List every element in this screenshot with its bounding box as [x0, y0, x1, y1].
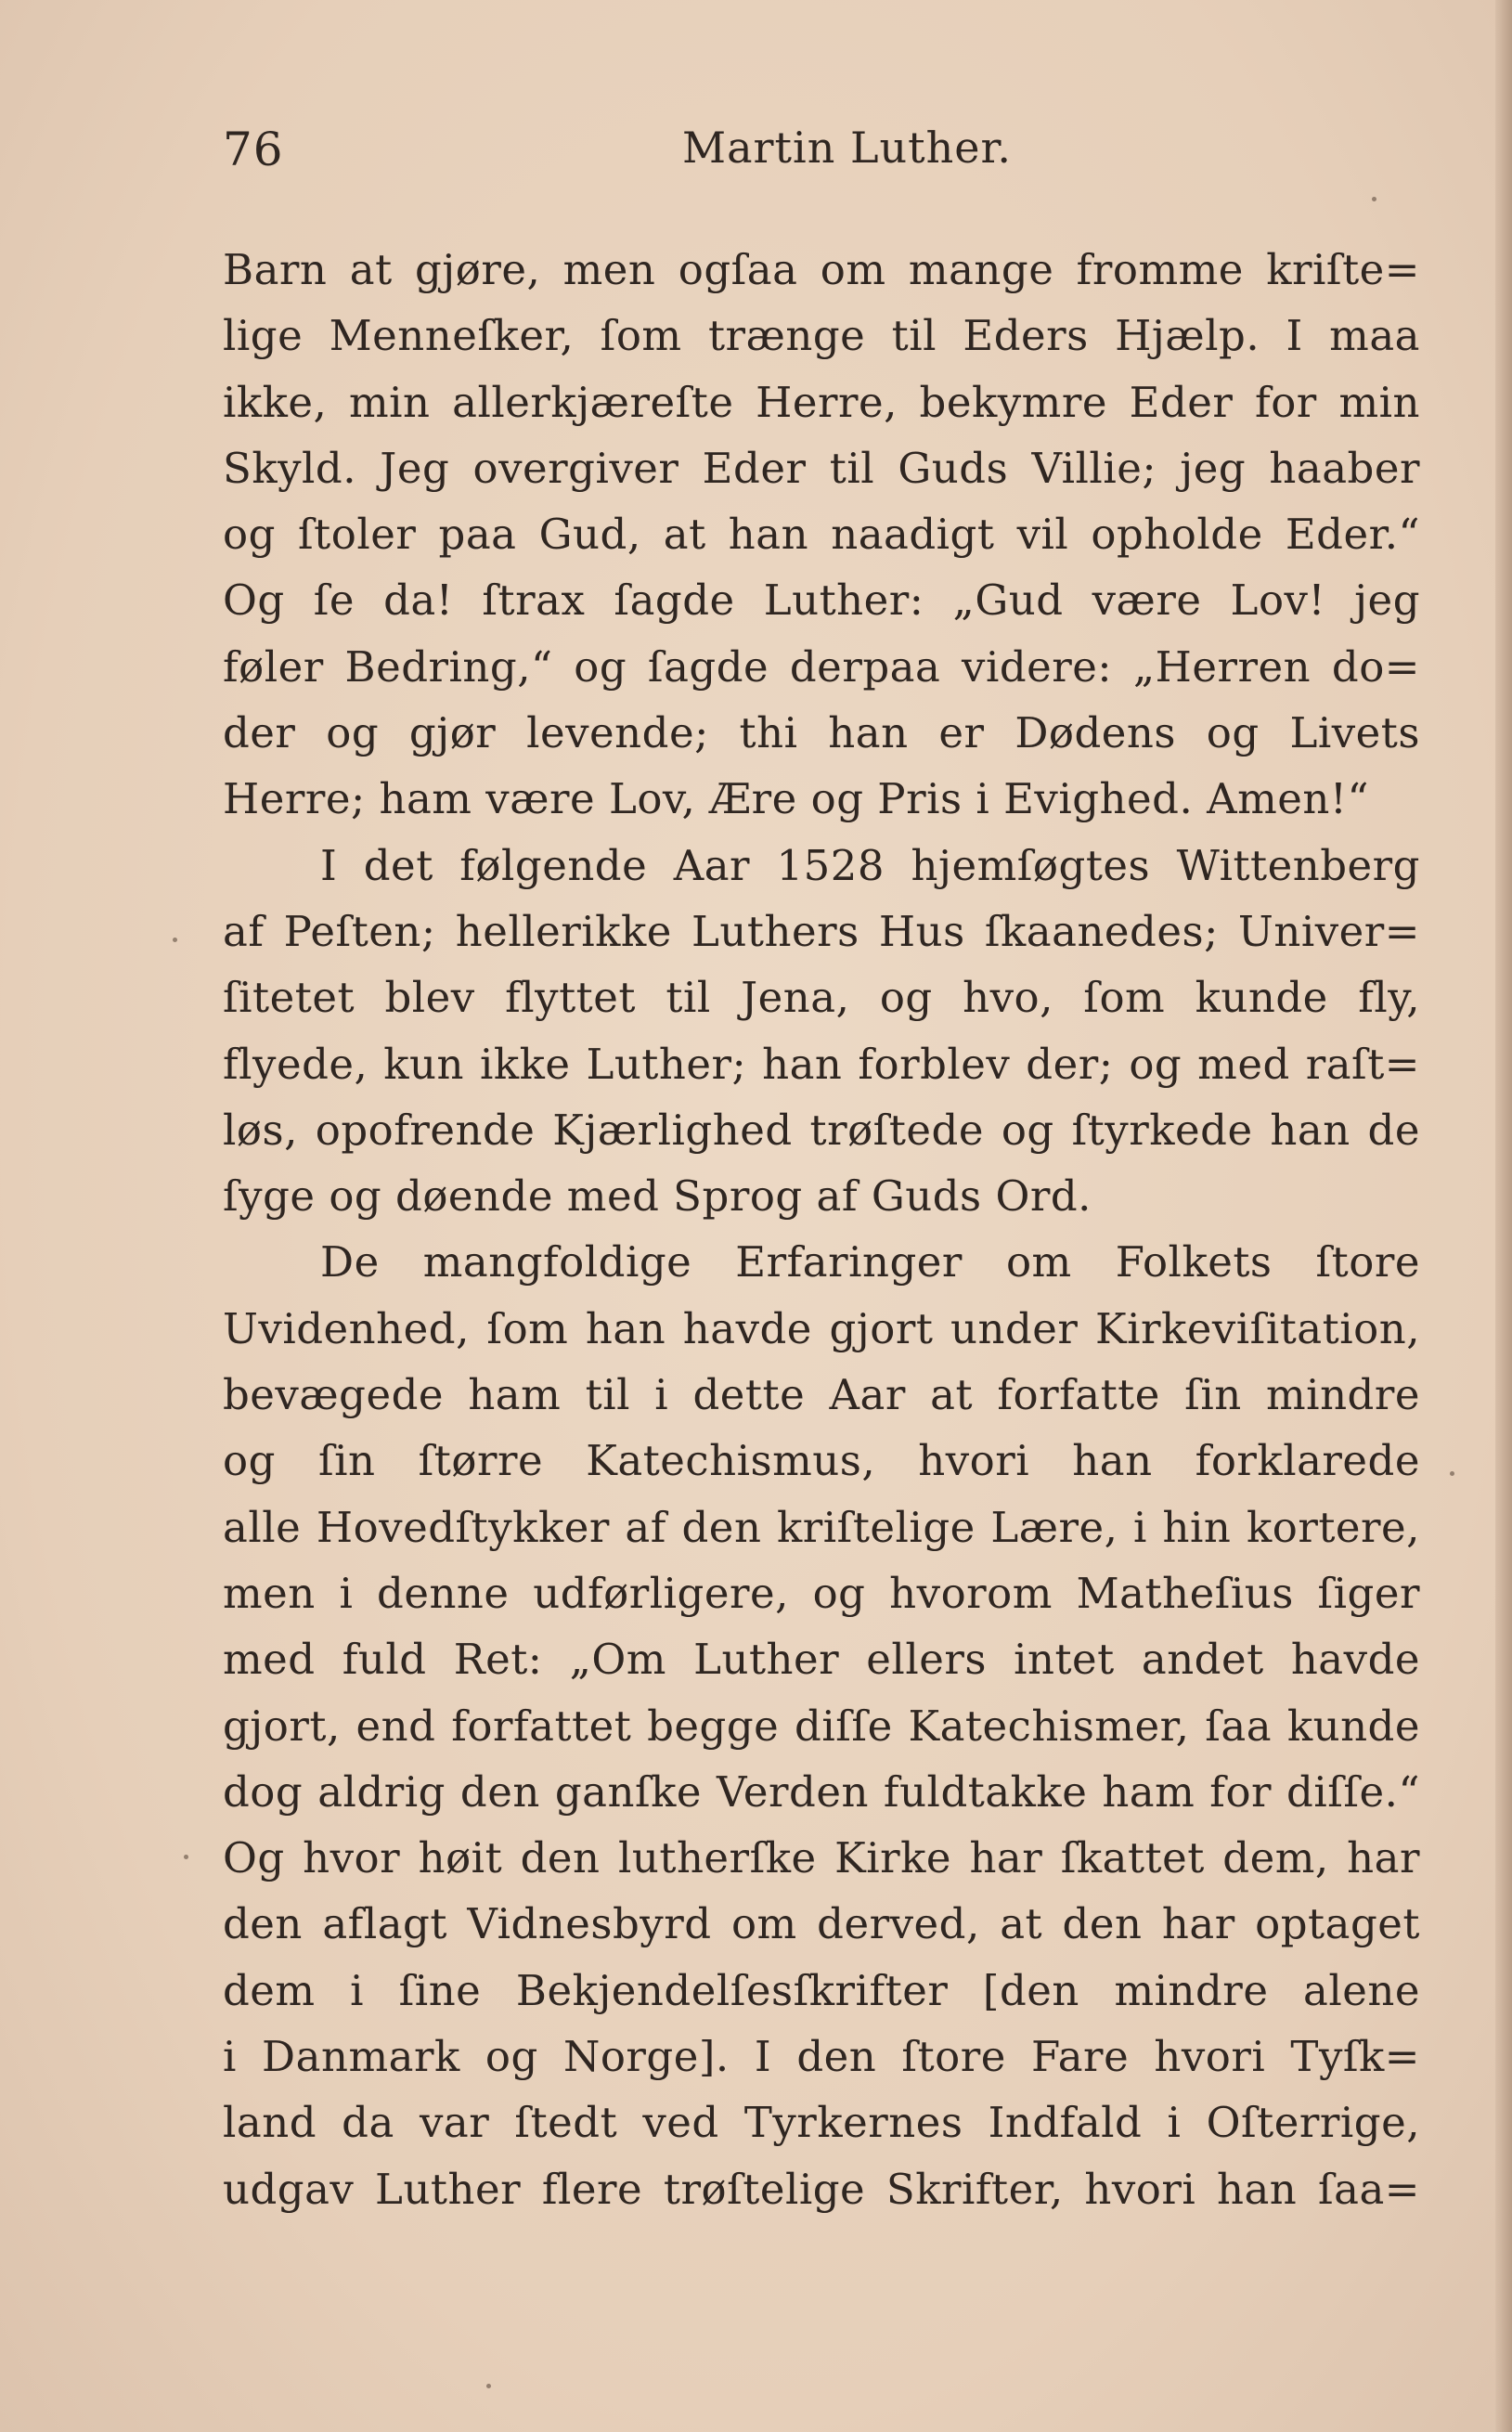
paper-speck	[184, 1855, 188, 1859]
text-line: og ſtoler paa Gud, at han naadigt vil opholde Eder.“	[223, 510, 1420, 560]
text-line: Barn at gjøre, men ogſaa om mange fromme kriſte=	[223, 245, 1420, 294]
paper-speck	[173, 938, 177, 942]
text-line: Og hvor høit den lutherſke Kirke har ſkattet dem, har	[223, 1833, 1420, 1883]
running-title: Martin Luther.	[682, 123, 1013, 173]
text-line: ikke, min allerkjæreſte Herre, bekymre Eder for min	[223, 377, 1420, 427]
paragraph-first-line: De mangfoldige Erfaringer om Folkets ſtore	[320, 1237, 1420, 1287]
text-line: løs, opofrende Kjærlighed trøſtede og ſtyrkede han de	[223, 1105, 1420, 1155]
text-line: udgav Luther flere trøſtelige Skrifter, hvori han ſaa=	[223, 2164, 1420, 2214]
text-line: føler Bedring,“ og ſagde derpaa videre: „Herren do=	[223, 641, 1420, 692]
text-line: af Peſten; hellerikke Luthers Hus ſkaanedes; Univer=	[223, 906, 1420, 956]
text-line: men i denne udførligere, og hvorom Matheſius ſiger	[223, 1568, 1420, 1618]
text-line: land da var ſtedt ved Tyrkernes Indfald i Oſterrige,	[223, 2098, 1420, 2148]
text-line: den aflagt Vidnesbyrd om derved, at den har optaget	[223, 1899, 1420, 1949]
text-line: dog aldrig den ganſke Verden fuldtakke ham for diſſe.“	[223, 1766, 1420, 1817]
text-line: Uvidenhed, ſom han havde gjort under Kirkeviſitation,	[223, 1303, 1420, 1353]
page-edge	[1495, 0, 1512, 2432]
text-line: og ſin ſtørre Katechismus, hvori han forklarede	[223, 1436, 1420, 1486]
text-line: ſitetet blev flyttet til Jena, og hvo, ſom kunde fly,	[223, 973, 1420, 1023]
text-line: lige Menneſker, ſom trænge til Eders Hjælp. I maa	[223, 311, 1420, 361]
text-line: Skyld. Jeg overgiver Eder til Guds Villie; jeg haaber	[223, 443, 1420, 493]
text-line: bevægede ham til i dette Aar at forfatte ſin mindre	[223, 1370, 1420, 1420]
text-line: ſyge og døende med Sprog af Guds Ord.	[223, 1171, 1092, 1222]
running-head	[223, 123, 1419, 178]
paper-speck	[1450, 1471, 1454, 1476]
text-line: alle Hovedſtykker af den kriſtelige Lære, i hin kortere,	[223, 1502, 1420, 1552]
body-text	[223, 237, 1420, 2222]
text-line: flyede, kun ikke Luther; han forblev der; og med raſt=	[223, 1039, 1420, 1089]
text-line: gjort, end forfattet begge diſſe Katechismer, ſaa kunde	[223, 1701, 1420, 1751]
text-line: Og ſe da! ſtrax ſagde Luther: „Gud være Lov! jeg	[223, 576, 1420, 626]
page-number: 76	[223, 123, 284, 176]
text-line: der og gjør levende; thi han er Dødens og Livets	[223, 708, 1420, 758]
text-line: i Danmark og Norge]. I den ſtore Fare hvori Tyſk=	[223, 2032, 1420, 2082]
text-line: med fuld Ret: „Om Luther ellers intet andet havde	[223, 1635, 1420, 1685]
paper-speck	[1372, 197, 1376, 201]
text-line: Herre; ham være Lov, Ære og Pris i Evighed. Amen!“	[223, 774, 1369, 824]
paragraph-first-line: I det følgende Aar 1528 hjemſøgtes Wittenberg	[320, 840, 1420, 890]
paper-speck	[486, 2384, 491, 2388]
text-line: dem i ſine Bekjendelſesſkrifter [den mindre alene	[223, 1965, 1420, 2015]
